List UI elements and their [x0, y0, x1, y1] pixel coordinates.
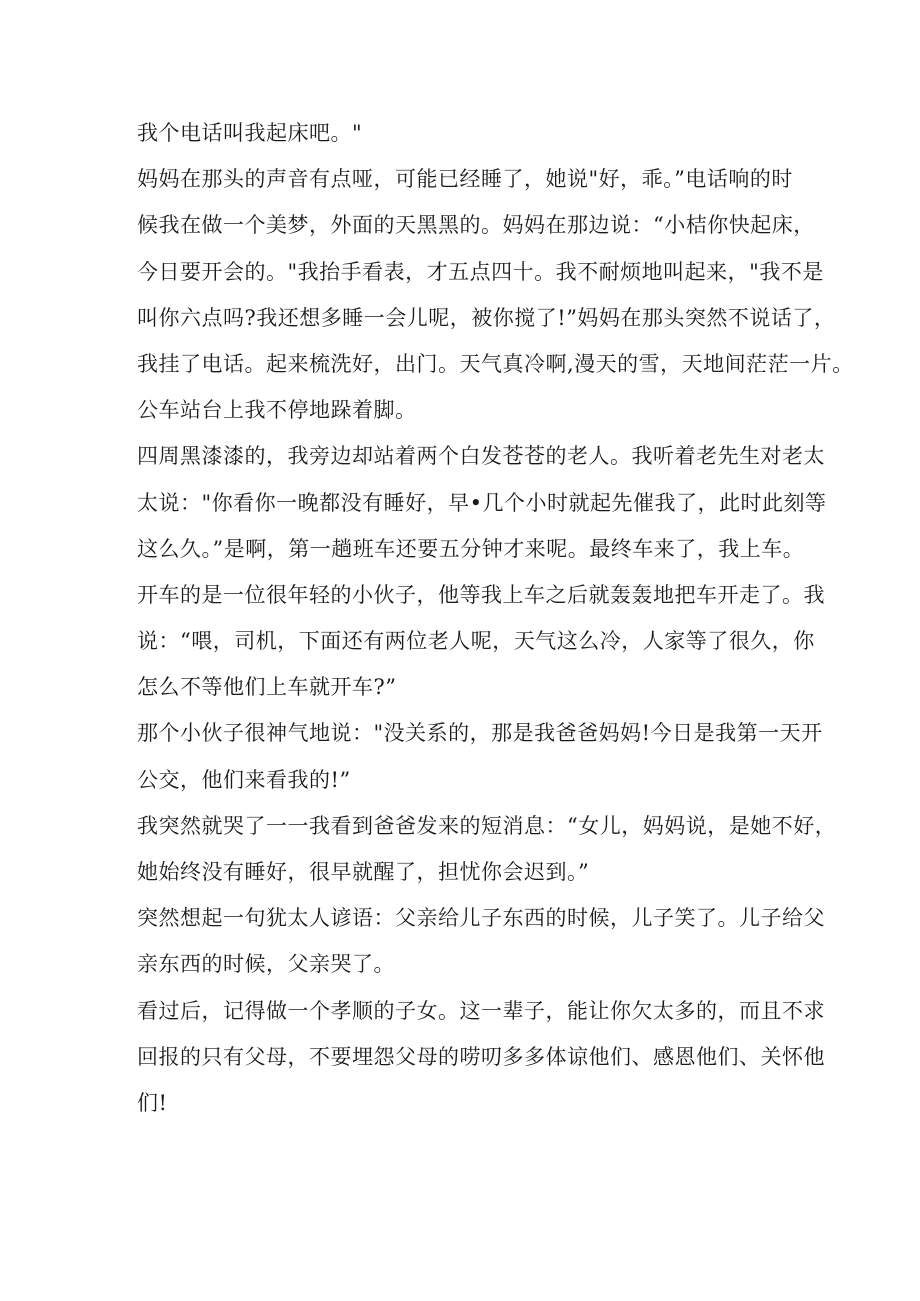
text-line: 今日要开会的。"我抬手看表，才五点四十。我不耐烦地叫起来，"我不是 — [137, 259, 824, 284]
text-line: 四周黑漆漆的，我旁边却站着两个白发苍苍的老人。我听着老先生对老太 — [137, 444, 825, 469]
text-line: 候我在做一个美梦，外面的天黑黑的。妈妈在那边说：“小桔你快起床， — [137, 213, 815, 238]
text-line: 回报的只有父母，不要埋怨父母的唠叨多多体谅他们、感恩他们、关怀他 — [137, 1044, 825, 1069]
text-line: 我突然就哭了一一我看到爸爸发来的短消息：“女儿，妈妈说，是她不好， — [137, 813, 837, 838]
text-line: 亲东西的时候，父亲哭了。 — [137, 952, 395, 977]
text-line: 那个小伙子很神气地说："没关系的，那是我爸爸妈妈!今日是我第一天开 — [137, 721, 823, 746]
text-line: 突然想起一句犹太人谚语：父亲给儿子东西的时候，儿子笑了。儿子给父 — [137, 906, 825, 931]
text-line: 妈妈在那头的声音有点哑，可能已经睡了，她说"好，乖。”电话响的时 — [137, 167, 793, 192]
text-line: 她始终没有睡好，很早就醒了，担忧你会迟到。” — [137, 860, 590, 884]
text-line: 们! — [137, 1090, 168, 1115]
text-line: 叫你六点吗?我还想多睡一会儿呢，被你搅了!”妈妈在那头突然不说话了， — [137, 305, 836, 330]
text-line: 我个电话叫我起床吧。" — [137, 121, 363, 145]
text-line: 公交，他们来看我的!” — [137, 767, 351, 792]
text-line: 看过后，记得做一个孝顺的子女。这一辈子，能让你欠太多的，而且不求 — [137, 998, 825, 1023]
document-body — [137, 110, 854, 1126]
text-line: 怎么不等他们上车就开车?” — [137, 675, 397, 700]
text-line: 公车站台上我不停地跺着脚。 — [137, 398, 417, 423]
text-line: 我挂了电话。起来梳洗好，出门。天气真冷啊,漫天的雪，天地间茫茫一片。 — [137, 351, 854, 376]
text-line: 这么久。”是啊，第一趟班车还要五分钟才来呢。最终车来了，我上车。 — [137, 536, 805, 561]
text-line: 开车的是一位很年轻的小伙子，他等我上车之后就轰轰地把车开走了。我 — [137, 582, 825, 607]
text-line: 太说："你看你一晚都没有睡好，早•几个小时就起先催我了，此时此刻等 — [137, 490, 827, 515]
text-line: 说：“喂，司机，下面还有两位老人呢，天气这么冷，人家等了很久，你 — [137, 629, 815, 654]
